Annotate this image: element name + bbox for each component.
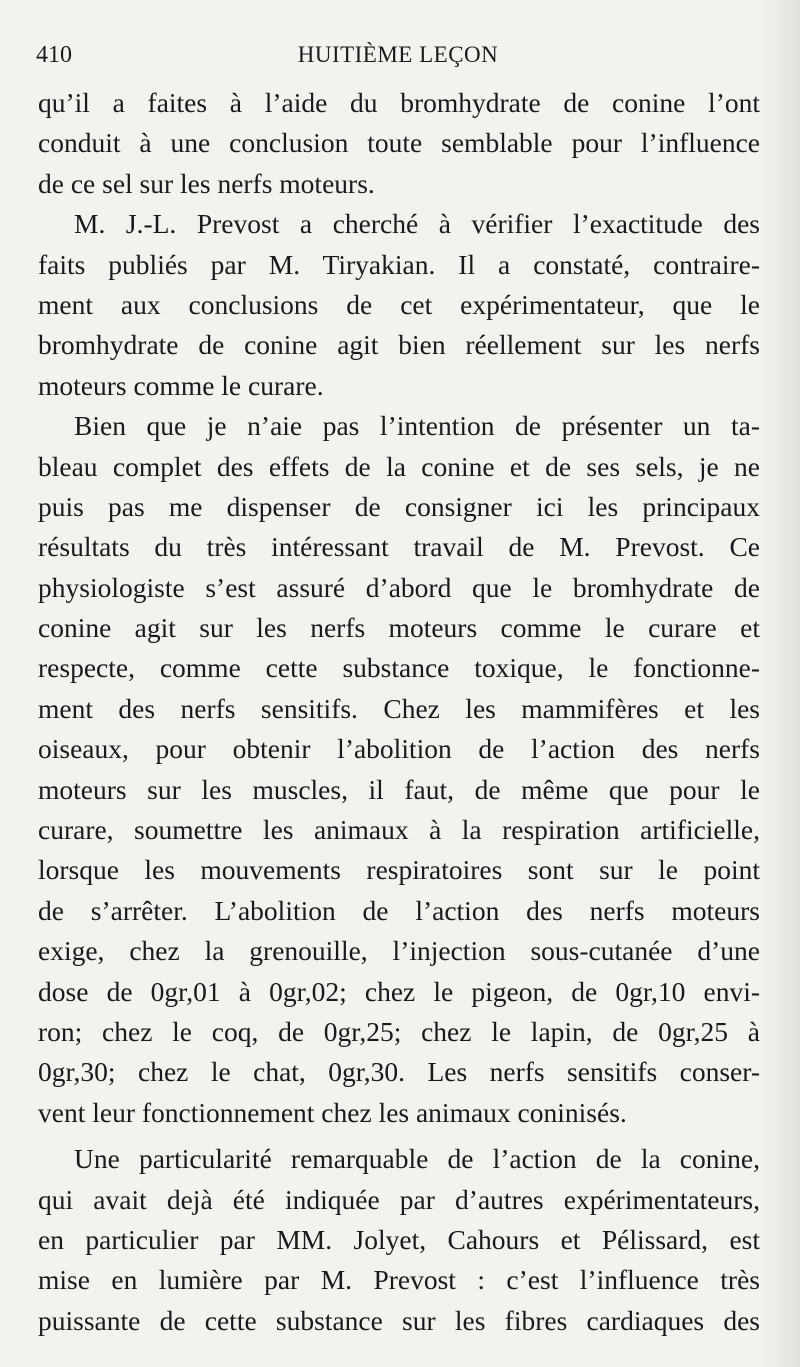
text-line: M. J.-L. Prevost a cherché à vérifier l’exactitude des [74,208,760,240]
text-line: moteurs sur les muscles, il faut, de même que pour le [38,773,760,805]
text-line: oiseaux, pour obtenir l’abolition de l’action des nerfs [38,733,760,765]
text-line: conine agit sur les nerfs moteurs comme le curare et [38,612,760,644]
text-line: conduit à une conclusion toute semblable pour l’influence [38,127,760,159]
text-line: ron; chez le coq, de 0gr,25; chez le lapin, de 0gr,25 à [38,1015,760,1047]
text-line: résultats du très intéressant travail de M. Prevost. Ce [38,531,760,563]
text-line: en particulier par MM. Jolyet, Cahours et Pélissard, est [38,1223,760,1255]
text-line: vent leur fonctionnement chez les animaux coninisés. [38,1096,627,1128]
text-line: mise en lumière par M. Prevost : c’est l’influence très [38,1264,760,1296]
text-line: bromhydrate de conine agit bien réellement sur les nerfs [38,329,760,361]
text-line: physiologiste s’est assuré d’abord que le bromhydrate de [38,571,760,603]
text-line: respecte, comme cette substance toxique, le fonctionne- [38,652,760,684]
text-line: dose de 0gr,01 à 0gr,02; chez le pigeon, de 0gr,10 envi- [38,975,760,1007]
text-line: qui avait dejà été indiquée par d’autres expérimentateurs, [38,1183,760,1215]
text-line: moteurs comme le curare. [38,369,324,401]
body-text [38,83,760,1341]
page-number: 410 [36,42,72,68]
page-edge-shadow [760,0,800,1367]
text-line: curare, soumettre les animaux à la respiration artificielle, [38,814,760,846]
text-line: ment des nerfs sensitifs. Chez les mammifères et les [38,692,760,724]
text-line: ment aux conclusions de cet expérimentateur, que le [38,288,760,320]
text-line: bleau complet des effets de la conine et de ses sels, je ne [38,450,760,482]
text-line: exige, chez la grenouille, l’injection sous-cutanée d’une [38,935,760,967]
text-line: Bien que je n’aie pas l’intention de présenter un ta- [74,410,760,442]
text-line: puissante de cette substance sur les fibres cardiaques des [38,1304,760,1336]
text-line: qu’il a faites à l’aide du bromhydrate de conine l’ont [38,87,760,118]
text-line: Une particularité remarquable de l’action de la conine, [74,1143,760,1175]
text-line: faits publiés par M. Tiryakian. Il a constaté, contraire- [38,248,760,280]
text-line: 0gr,30; chez le chat, 0gr,30. Les nerfs sensitifs conser- [38,1056,760,1088]
text-line: de s’arrêter. L’abolition de l’action des nerfs moteurs [38,894,760,926]
text-line: de ce sel sur les nerfs moteurs. [38,167,375,199]
chapter-title: HUITIÈME LEÇON [297,42,499,67]
text-line: lorsque les mouvements respiratoires sont sur le point [38,854,760,886]
text-line: puis pas me dispenser de consigner ici les principaux [38,490,760,522]
running-head [36,38,760,72]
